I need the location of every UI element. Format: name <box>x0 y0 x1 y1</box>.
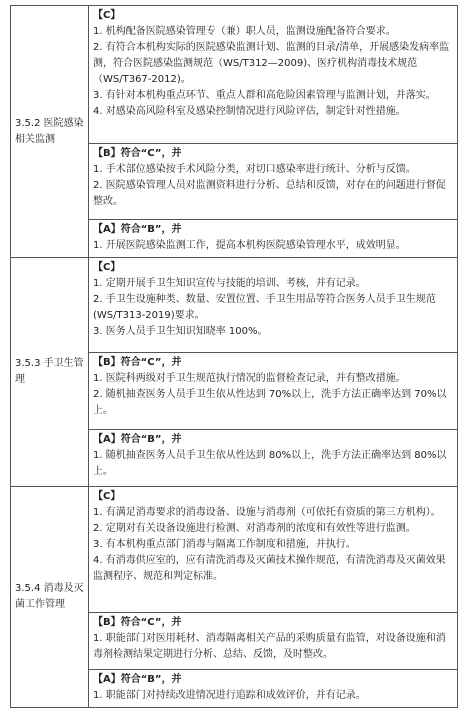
criteria-block <box>89 353 458 430</box>
criteria-line: 2. 有符合本机构实际的医院感染监测计划、监测的目录/清单，开展感染发病率监测，符合医院感染监测规范（WS/T312—2009)、医疗机构消毒技术规范（WS/T367-2012)。 <box>93 42 450 85</box>
criteria-line: 2. 定期对有关设备设施进行检测、对消毒剂的浓度和有效性等进行监测。 <box>93 523 416 535</box>
criteria-block <box>89 487 458 613</box>
standards-table <box>10 5 458 708</box>
criteria-line: 1. 开展医院感染监测工作，提高本机构医院感染管理水平，成效明显。 <box>93 239 406 251</box>
criteria-line: 4. 有消毒供应室的，应有清洗消毒及灭菌技术操作规范，有清洗消毒及灭菌效果监测程序、规范和判定标准。 <box>93 555 446 583</box>
grade-label: 【A】符合“B”，并 <box>93 434 182 446</box>
grade-label: 【C】 <box>93 491 121 503</box>
grade-label: 【C】 <box>93 262 121 274</box>
table-row <box>11 258 458 353</box>
section-title: 3.5.4 消毒及灭菌工作管理 <box>11 487 89 708</box>
grade-label: 【B】符合“C”，并 <box>93 616 182 628</box>
criteria-block <box>89 143 458 219</box>
criteria-line: 1. 随机抽查医务人员手卫生依从性达到 80%以上，洗手方法正确率达到 80%以上。 <box>93 450 447 478</box>
grade-label: 【B】符合“C”，并 <box>93 147 182 159</box>
section-title: 3.5.3 手卫生管理 <box>11 258 89 487</box>
criteria-line: 1. 职能部门对医用耗材、消毒隔离相关产品的采购质量有监管，对设备设施和消毒剂检测结果定期进行分析、总结、反馈，及时整改。 <box>93 632 446 660</box>
criteria-line: 2. 随机抽查医务人员手卫生依从性达到 70%以上，洗手方法正确率达到 70%以上。 <box>93 389 447 417</box>
criteria-block <box>89 612 458 669</box>
criteria-block <box>89 430 458 487</box>
table-row <box>11 487 458 613</box>
criteria-line: 1. 职能部门对持续改进情况进行追踪和成效评价，并有记录。 <box>93 690 366 702</box>
criteria-line: 1. 机构配备医院感染管理专（兼）职人员，监测设施配备符合要求。 <box>93 26 396 37</box>
criteria-line: 3. 有针对本机构重点环节、重点人群和高危险因素管理与监测计划，并落实。 <box>93 90 436 101</box>
criteria-block <box>89 258 458 353</box>
grade-label: 【B】符合“C”，并 <box>93 357 182 369</box>
criteria-line: 2. 医院感染管理人员对监测资料进行分析、总结和反馈，对存在的问题进行督促整改。 <box>93 179 446 207</box>
criteria-line: 1. 手术部位感染按手术风险分类，对切口感染率进行统计、分析与反馈。 <box>93 163 416 175</box>
section-title: 3.5.2 医院感染相关监测 <box>11 6 89 258</box>
grade-label: 【A】符合“B”，并 <box>93 674 182 686</box>
table-row <box>11 6 458 144</box>
criteria-line: 3. 有本机构重点部门消毒与隔离工作制度和措施，并执行。 <box>93 539 356 551</box>
criteria-block <box>89 219 458 258</box>
criteria-line: 1. 医院科两级对手卫生规范执行情况的监督检查记录，并有整改措施。 <box>93 373 406 385</box>
criteria-block <box>89 6 458 144</box>
criteria-line: 2. 手卫生设施种类、数量、安置位置、手卫生用品等符合医务人员手卫生规范(WS/T313-2019)要求。 <box>93 294 436 322</box>
criteria-line: 4. 对感染高风险科室及感染控制情况进行风险评估，制定针对性措施。 <box>93 106 406 117</box>
criteria-line: 3. 医务人员手卫生知识知晓率 100%。 <box>93 326 268 338</box>
grade-label: 【A】符合“B”，并 <box>93 223 182 235</box>
grade-label: 【C】 <box>93 10 121 21</box>
criteria-line: 1. 定期开展手卫生知识宣传与技能的培训、考核，并有记录。 <box>93 278 366 290</box>
criteria-block <box>89 670 458 708</box>
criteria-line: 1. 有满足消毒要求的消毒设备、设施与消毒剂（可依托有资质的第三方机构）。 <box>93 507 441 519</box>
